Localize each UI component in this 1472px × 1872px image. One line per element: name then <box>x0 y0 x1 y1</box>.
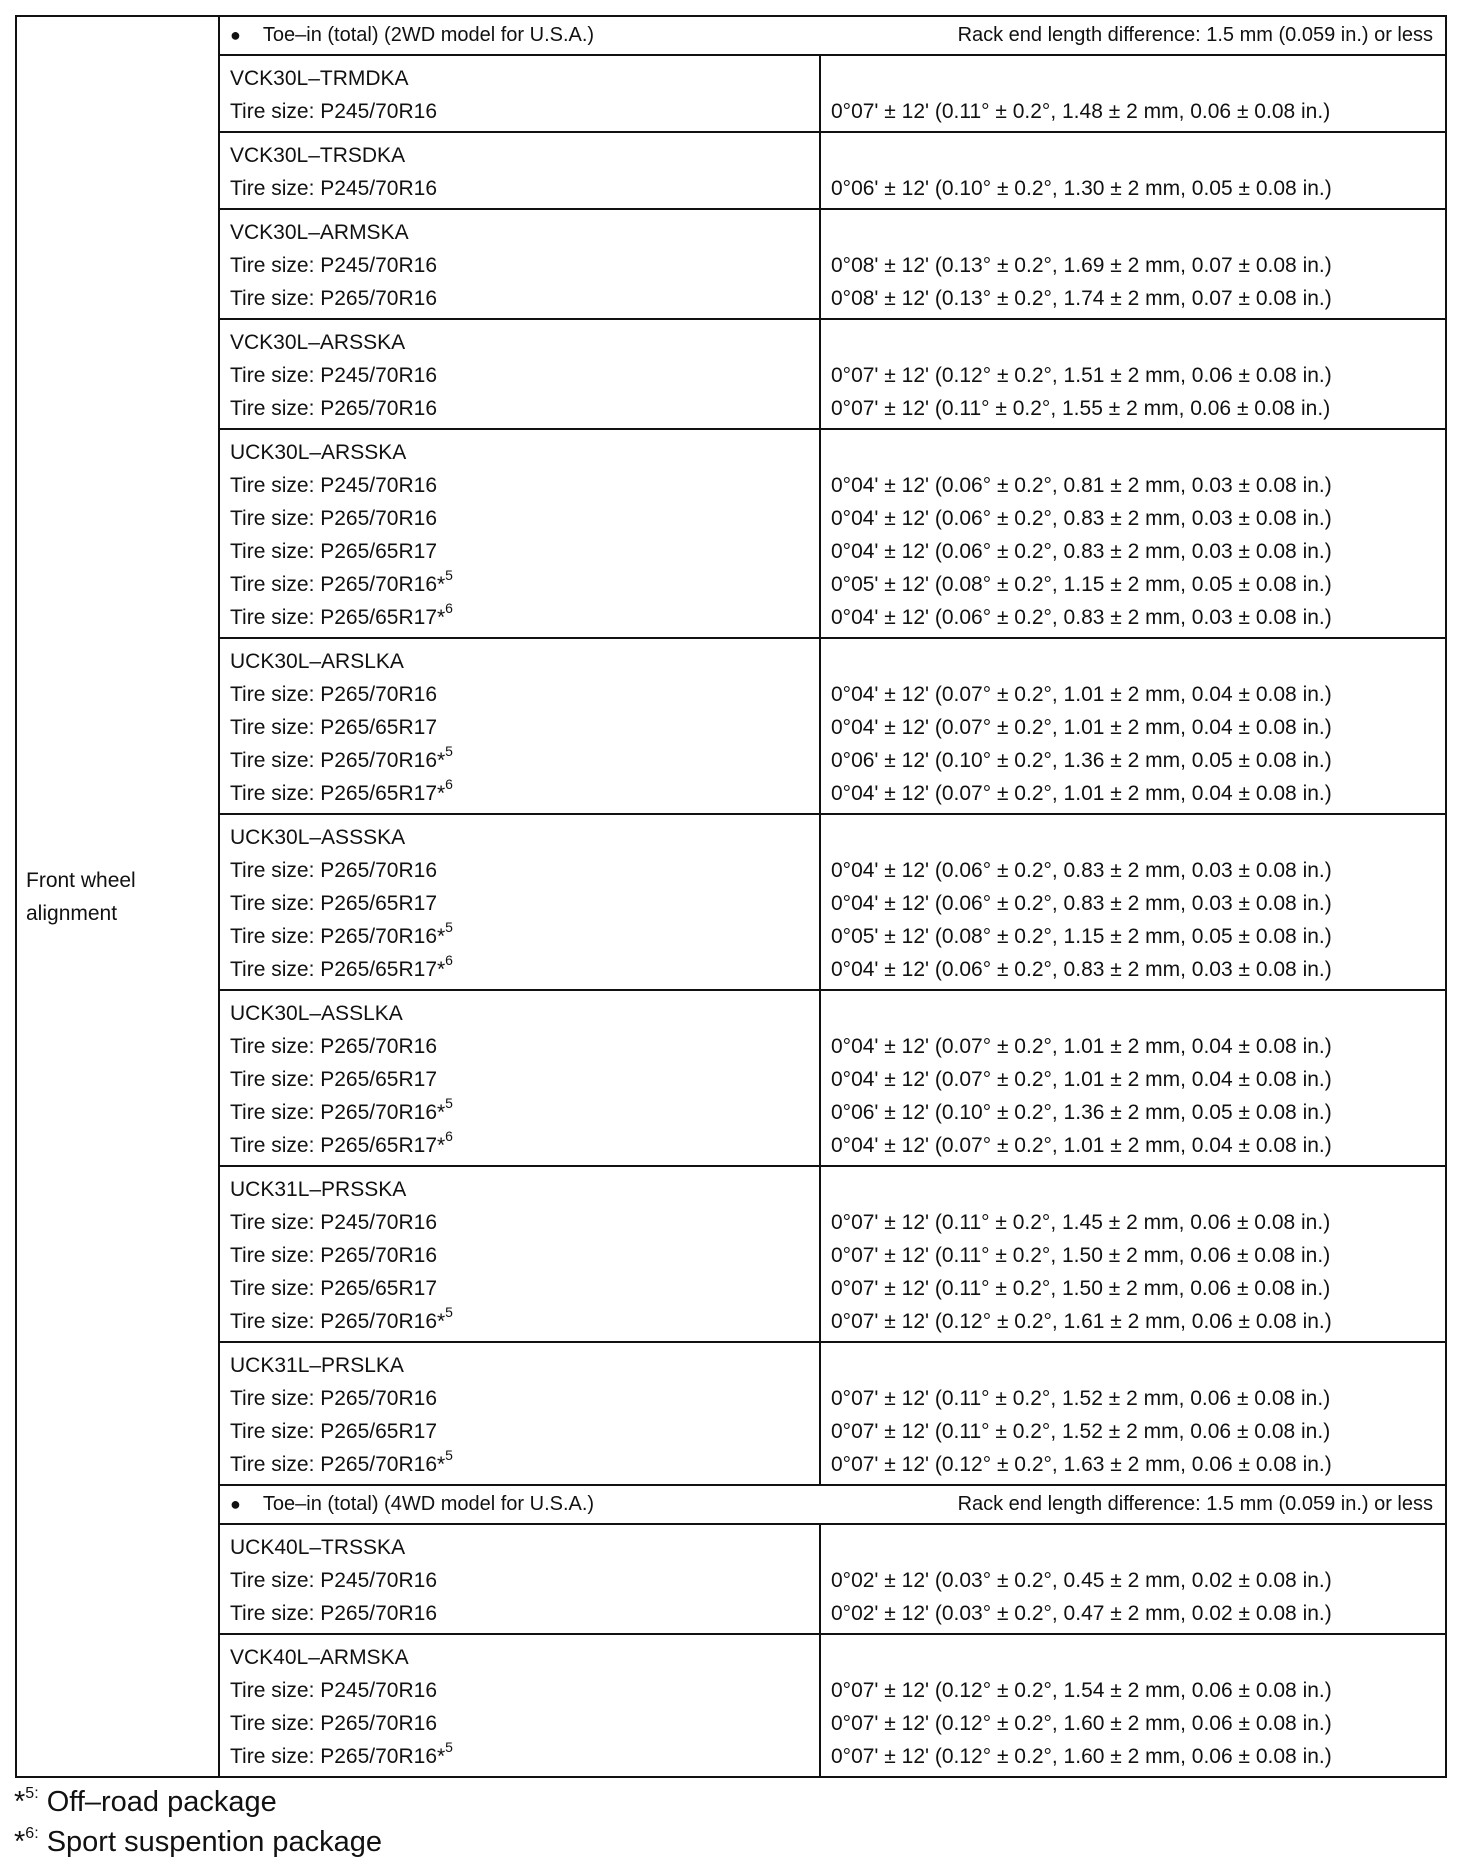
tire-size-text: Tire size: P265/65R17 <box>230 1420 437 1443</box>
toe-in-spec: 0°04' ± 12' (0.06° ± 0.2°, 0.83 ± 2 mm, 0.03 ± 0.08 in.) <box>831 606 1332 629</box>
tire-size-text: Tire size: P245/70R16 <box>230 364 437 387</box>
model-left-cell <box>219 638 820 814</box>
tire-size-text: Tire size: P265/65R17* <box>230 958 446 981</box>
model-right-cell <box>820 319 1446 429</box>
tire-size <box>220 953 819 986</box>
toe-in-spec: 0°04' ± 12' (0.06° ± 0.2°, 0.81 ± 2 mm, 0.03 ± 0.08 in.) <box>831 474 1332 497</box>
tire-size <box>220 392 819 425</box>
tire-size <box>220 1030 819 1063</box>
toe-in-spec: 0°04' ± 12' (0.06° ± 0.2°, 0.83 ± 2 mm, 0.03 ± 0.08 in.) <box>831 540 1332 563</box>
toe-in-spec: 0°04' ± 12' (0.07° ± 0.2°, 1.01 ± 2 mm, 0.04 ± 0.08 in.) <box>831 683 1332 706</box>
model-group <box>16 638 1446 814</box>
section-title-group <box>230 1493 594 1516</box>
tire-size <box>220 95 819 128</box>
tire-size-text: Tire size: P265/70R16* <box>230 573 446 596</box>
tire-size-text: Tire size: P265/65R17 <box>230 1277 437 1300</box>
toe-in-spec: 0°07' ± 12' (0.11° ± 0.2°, 1.52 ± 2 mm, 0.06 ± 0.08 in.) <box>831 1387 1331 1410</box>
model-left-cell <box>219 1634 820 1777</box>
footnote-marker: 5 <box>445 1447 453 1463</box>
model-left-cell <box>219 814 820 990</box>
toe-in-spec: 0°07' ± 12' (0.12° ± 0.2°, 1.60 ± 2 mm, 0.06 ± 0.08 in.) <box>831 1745 1332 1768</box>
section-header-row <box>16 1485 1446 1524</box>
model-left-cell <box>219 1166 820 1342</box>
spacer-line <box>821 62 1445 95</box>
item-label: Front wheel alignment <box>26 868 136 925</box>
model-code: VCK40L–ARMSKA <box>230 1646 409 1669</box>
toe-in-spec: 0°07' ± 12' (0.12° ± 0.2°, 1.63 ± 2 mm, 0.06 ± 0.08 in.) <box>831 1453 1332 1476</box>
model-code: UCK30L–ASSLKA <box>230 1002 403 1025</box>
tire-size <box>220 1129 819 1162</box>
footnote-marker: 5 <box>445 743 453 759</box>
spacer-line <box>821 821 1445 854</box>
model-right-cell <box>820 1342 1446 1485</box>
tire-size-text: Tire size: P265/70R16* <box>230 1745 446 1768</box>
model-code: UCK30L–ASSSKA <box>230 826 406 849</box>
model-right-cell <box>820 814 1446 990</box>
toe-in-spec: 0°08' ± 12' (0.13° ± 0.2°, 1.69 ± 2 mm, 0.07 ± 0.08 in.) <box>831 254 1332 277</box>
tire-size-text: Tire size: P265/70R16* <box>230 749 446 772</box>
tire-size-text: Tire size: P265/70R16* <box>230 1453 446 1476</box>
model-right-cell <box>820 1166 1446 1342</box>
footnote-marker: 5 <box>445 567 453 583</box>
footnote-marker: 6 <box>445 1128 453 1144</box>
alignment-spec-table <box>15 15 1447 1778</box>
section-header-inner <box>230 24 1433 47</box>
spacer-line <box>821 1531 1445 1564</box>
tire-size <box>220 1707 819 1740</box>
spacer-line <box>821 1349 1445 1382</box>
section-title: Toe–in (total) (4WD model for U.S.A.) <box>262 1493 595 1515</box>
toe-in-spec: 0°06' ± 12' (0.10° ± 0.2°, 1.36 ± 2 mm, 0.05 ± 0.08 in.) <box>831 749 1332 772</box>
spacer-line <box>821 645 1445 678</box>
model-code: VCK30L–TRMDKA <box>230 67 409 90</box>
footnote-line <box>14 1782 382 1822</box>
section-header <box>219 1485 1446 1524</box>
section-header-row <box>16 16 1446 55</box>
toe-in-spec: 0°04' ± 12' (0.07° ± 0.2°, 1.01 ± 2 mm, 0.04 ± 0.08 in.) <box>831 1035 1332 1058</box>
tire-size-text: Tire size: P245/70R16 <box>230 474 437 497</box>
tire-size <box>220 1206 819 1239</box>
footnote-marker: 6 <box>445 600 453 616</box>
model-group <box>16 132 1446 209</box>
bullet-icon: ● <box>230 1494 241 1514</box>
spacer-line <box>821 436 1445 469</box>
section-title-group <box>230 24 594 47</box>
toe-in-spec: 0°06' ± 12' (0.10° ± 0.2°, 1.30 ± 2 mm, 0.05 ± 0.08 in.) <box>831 177 1332 200</box>
tire-size-text: Tire size: P265/65R17 <box>230 892 437 915</box>
toe-in-spec: 0°04' ± 12' (0.07° ± 0.2°, 1.01 ± 2 mm, 0.04 ± 0.08 in.) <box>831 1134 1332 1157</box>
model-code: UCK31L–PRSLKA <box>230 1354 404 1377</box>
tire-size <box>220 282 819 315</box>
model-right-cell <box>820 209 1446 319</box>
tire-size-text: Tire size: P265/65R17* <box>230 1134 446 1157</box>
section-limit: Rack end length difference: 1.5 mm (0.059 in.) or less <box>957 1493 1433 1515</box>
tire-size <box>220 1597 819 1630</box>
toe-in-spec: 0°04' ± 12' (0.07° ± 0.2°, 1.01 ± 2 mm, 0.04 ± 0.08 in.) <box>831 716 1332 739</box>
model-left-cell <box>219 429 820 638</box>
model-group <box>16 814 1446 990</box>
tire-size-text: Tire size: P265/70R16* <box>230 1310 446 1333</box>
model-group <box>16 209 1446 319</box>
section-limit: Rack end length difference: 1.5 mm (0.059 in.) or less <box>957 24 1433 46</box>
toe-in-spec: 0°07' ± 12' (0.12° ± 0.2°, 1.54 ± 2 mm, 0.06 ± 0.08 in.) <box>831 1679 1332 1702</box>
tire-size <box>220 1382 819 1415</box>
tire-size <box>220 678 819 711</box>
spacer-line <box>821 326 1445 359</box>
model-code: VCK30L–TRSDKA <box>230 144 406 167</box>
model-right-cell <box>820 990 1446 1166</box>
model-group <box>16 319 1446 429</box>
tire-size-text: Tire size: P245/70R16 <box>230 1679 437 1702</box>
model-left-cell <box>219 209 820 319</box>
toe-in-spec: 0°07' ± 12' (0.12° ± 0.2°, 1.51 ± 2 mm, 0.06 ± 0.08 in.) <box>831 364 1332 387</box>
tire-size-text: Tire size: P265/65R17* <box>230 606 446 629</box>
tire-size <box>220 711 819 744</box>
tire-size <box>220 359 819 392</box>
tire-size <box>220 854 819 887</box>
model-right-cell <box>820 429 1446 638</box>
tire-size-text: Tire size: P265/70R16 <box>230 1244 437 1267</box>
tire-size <box>220 1740 819 1773</box>
footnote-number: 5: <box>25 1785 39 1803</box>
spacer-line <box>821 139 1445 172</box>
toe-in-spec: 0°06' ± 12' (0.10° ± 0.2°, 1.36 ± 2 mm, 0.05 ± 0.08 in.) <box>831 1101 1332 1124</box>
tire-size-text: Tire size: P265/70R16 <box>230 683 437 706</box>
toe-in-spec: 0°04' ± 12' (0.06° ± 0.2°, 0.83 ± 2 mm, 0.03 ± 0.08 in.) <box>831 958 1332 981</box>
model-right-cell <box>820 1634 1446 1777</box>
tire-size-text: Tire size: P245/70R16 <box>230 177 437 200</box>
model-left-cell <box>219 990 820 1166</box>
tire-size <box>220 1239 819 1272</box>
spacer-line <box>821 1173 1445 1206</box>
model-right-cell <box>820 132 1446 209</box>
model-group <box>16 1634 1446 1777</box>
tire-size <box>220 502 819 535</box>
tire-size <box>220 469 819 502</box>
tire-size-text: Tire size: P265/70R16 <box>230 397 437 420</box>
tire-size-text: Tire size: P265/70R16* <box>230 1101 446 1124</box>
model-group <box>16 990 1446 1166</box>
model-right-cell <box>820 55 1446 132</box>
tire-size-text: Tire size: P265/70R16 <box>230 1387 437 1410</box>
model-code: UCK30L–ARSLKA <box>230 650 404 673</box>
tire-size <box>220 1674 819 1707</box>
model-code: VCK30L–ARMSKA <box>230 221 409 244</box>
tire-size-text: Tire size: P265/65R17 <box>230 716 437 739</box>
section-header <box>219 16 1446 55</box>
footnote-marker: 6 <box>445 952 453 968</box>
section-title: Toe–in (total) (2WD model for U.S.A.) <box>262 24 595 46</box>
tire-size <box>220 172 819 205</box>
model-code: VCK30L–ARSSKA <box>230 331 406 354</box>
footnote-number: 6: <box>25 1825 39 1843</box>
spacer-line <box>821 997 1445 1030</box>
tire-size <box>220 1448 819 1481</box>
item-label-cell <box>16 16 219 1777</box>
tire-size-text: Tire size: P245/70R16 <box>230 1211 437 1234</box>
section-header-inner <box>230 1493 1433 1516</box>
tire-size-text: Tire size: P245/70R16 <box>230 100 437 123</box>
model-left-cell <box>219 1342 820 1485</box>
tire-size-text: Tire size: P265/70R16 <box>230 287 437 310</box>
tire-size <box>220 1063 819 1096</box>
tire-size <box>220 249 819 282</box>
tire-size <box>220 1272 819 1305</box>
toe-in-spec: 0°04' ± 12' (0.07° ± 0.2°, 1.01 ± 2 mm, 0.04 ± 0.08 in.) <box>831 1068 1332 1091</box>
toe-in-spec: 0°02' ± 12' (0.03° ± 0.2°, 0.47 ± 2 mm, 0.02 ± 0.08 in.) <box>831 1602 1332 1625</box>
footnote-marker: 6 <box>445 776 453 792</box>
tire-size-text: Tire size: P265/65R17 <box>230 1068 437 1091</box>
footnote-marker: 5 <box>445 1739 453 1755</box>
toe-in-spec: 0°04' ± 12' (0.06° ± 0.2°, 0.83 ± 2 mm, 0.03 ± 0.08 in.) <box>831 892 1332 915</box>
tire-size-text: Tire size: P265/65R17 <box>230 540 437 563</box>
footnotes <box>14 1782 382 1862</box>
model-group <box>16 1524 1446 1634</box>
tire-size-text: Tire size: P265/70R16 <box>230 1602 437 1625</box>
toe-in-spec: 0°07' ± 12' (0.11° ± 0.2°, 1.52 ± 2 mm, 0.06 ± 0.08 in.) <box>831 1420 1331 1443</box>
toe-in-spec: 0°05' ± 12' (0.08° ± 0.2°, 1.15 ± 2 mm, 0.05 ± 0.08 in.) <box>831 573 1332 596</box>
model-left-cell <box>219 132 820 209</box>
toe-in-spec: 0°07' ± 12' (0.11° ± 0.2°, 1.50 ± 2 mm, 0.06 ± 0.08 in.) <box>831 1277 1331 1300</box>
tire-size <box>220 887 819 920</box>
toe-in-spec: 0°02' ± 12' (0.03° ± 0.2°, 0.45 ± 2 mm, 0.02 ± 0.08 in.) <box>831 1569 1332 1592</box>
model-right-cell <box>820 1524 1446 1634</box>
tire-size <box>220 920 819 953</box>
tire-size <box>220 1305 819 1338</box>
toe-in-spec: 0°07' ± 12' (0.11° ± 0.2°, 1.48 ± 2 mm, 0.06 ± 0.08 in.) <box>831 100 1331 123</box>
footnote-marker: 5 <box>445 1095 453 1111</box>
tire-size <box>220 568 819 601</box>
tire-size <box>220 777 819 810</box>
tire-size-text: Tire size: P265/70R16 <box>230 1035 437 1058</box>
tire-size <box>220 744 819 777</box>
tire-size-text: Tire size: P265/70R16* <box>230 925 446 948</box>
toe-in-spec: 0°04' ± 12' (0.06° ± 0.2°, 0.83 ± 2 mm, 0.03 ± 0.08 in.) <box>831 507 1332 530</box>
tire-size <box>220 535 819 568</box>
model-group <box>16 429 1446 638</box>
model-left-cell <box>219 319 820 429</box>
tire-size <box>220 601 819 634</box>
model-code: UCK30L–ARSSKA <box>230 441 407 464</box>
footnote-line <box>14 1822 382 1862</box>
model-left-cell <box>219 1524 820 1634</box>
footnote-asterisk: * <box>14 1826 26 1858</box>
spacer-line <box>821 216 1445 249</box>
footnote-marker: 5 <box>445 1304 453 1320</box>
tire-size <box>220 1096 819 1129</box>
tire-size-text: Tire size: P265/70R16 <box>230 859 437 882</box>
footnote-text: Off–road package <box>38 1786 277 1818</box>
model-group <box>16 1166 1446 1342</box>
footnote-text: Sport suspention package <box>38 1826 383 1858</box>
toe-in-spec: 0°07' ± 12' (0.12° ± 0.2°, 1.60 ± 2 mm, 0.06 ± 0.08 in.) <box>831 1712 1332 1735</box>
model-left-cell <box>219 55 820 132</box>
footnote-marker: 5 <box>445 919 453 935</box>
tire-size-text: Tire size: P265/70R16 <box>230 1712 437 1735</box>
model-group <box>16 55 1446 132</box>
tire-size-text: Tire size: P265/65R17* <box>230 782 446 805</box>
toe-in-spec: 0°07' ± 12' (0.11° ± 0.2°, 1.50 ± 2 mm, 0.06 ± 0.08 in.) <box>831 1244 1331 1267</box>
toe-in-spec: 0°04' ± 12' (0.06° ± 0.2°, 0.83 ± 2 mm, 0.03 ± 0.08 in.) <box>831 859 1332 882</box>
toe-in-spec: 0°04' ± 12' (0.07° ± 0.2°, 1.01 ± 2 mm, 0.04 ± 0.08 in.) <box>831 782 1332 805</box>
tire-size-text: Tire size: P245/70R16 <box>230 1569 437 1592</box>
bullet-icon: ● <box>230 25 241 45</box>
model-code: UCK31L–PRSSKA <box>230 1178 407 1201</box>
footnote-asterisk: * <box>14 1786 26 1818</box>
model-group <box>16 1342 1446 1485</box>
toe-in-spec: 0°07' ± 12' (0.12° ± 0.2°, 1.61 ± 2 mm, 0.06 ± 0.08 in.) <box>831 1310 1332 1333</box>
toe-in-spec: 0°07' ± 12' (0.11° ± 0.2°, 1.45 ± 2 mm, 0.06 ± 0.08 in.) <box>831 1211 1331 1234</box>
toe-in-spec: 0°08' ± 12' (0.13° ± 0.2°, 1.74 ± 2 mm, 0.07 ± 0.08 in.) <box>831 287 1332 310</box>
tire-size-text: Tire size: P265/70R16 <box>230 507 437 530</box>
tire-size-text: Tire size: P245/70R16 <box>230 254 437 277</box>
model-code: UCK40L–TRSSKA <box>230 1536 406 1559</box>
tire-size <box>220 1415 819 1448</box>
toe-in-spec: 0°05' ± 12' (0.08° ± 0.2°, 1.15 ± 2 mm, 0.05 ± 0.08 in.) <box>831 925 1332 948</box>
toe-in-spec: 0°07' ± 12' (0.11° ± 0.2°, 1.55 ± 2 mm, 0.06 ± 0.08 in.) <box>831 397 1331 420</box>
spacer-line <box>821 1641 1445 1674</box>
tire-size <box>220 1564 819 1597</box>
model-right-cell <box>820 638 1446 814</box>
